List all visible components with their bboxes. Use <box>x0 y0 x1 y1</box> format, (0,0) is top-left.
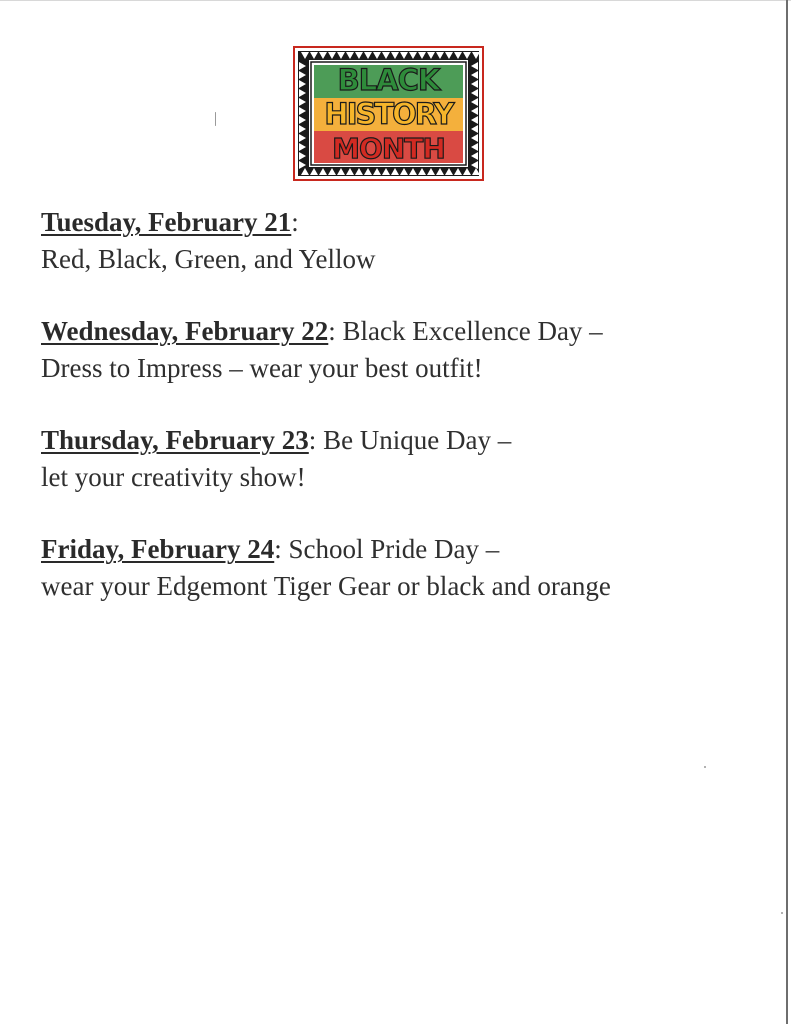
schedule-entry-thursday <box>41 422 761 496</box>
entry-title-line <box>41 313 761 350</box>
page-right-edge <box>786 0 788 1024</box>
entry-description: Dress to Impress – wear your best outfit! <box>41 353 483 383</box>
schedule-entry-friday <box>41 531 761 605</box>
logo-line-black: BLACK <box>337 63 440 97</box>
black-history-month-logo <box>293 46 484 181</box>
entry-separator: : <box>274 534 282 564</box>
logo-line-history: HISTORY <box>324 97 453 131</box>
entry-theme: Black Excellence Day – <box>335 316 603 346</box>
entry-title-line <box>41 531 761 568</box>
page-top-edge <box>0 0 791 1</box>
scan-speck <box>781 912 783 914</box>
schedule-entry-wednesday <box>41 313 761 387</box>
spirit-week-schedule <box>41 204 761 640</box>
entry-theme: School Pride Day – <box>281 534 500 564</box>
entry-description: wear your Edgemont Tiger Gear or black and orange <box>41 571 611 601</box>
schedule-entry-tuesday <box>41 204 761 278</box>
entry-description: let your creativity show! <box>41 462 306 492</box>
entry-separator: : <box>328 316 336 346</box>
logo-line-month: MONTH <box>332 132 445 165</box>
entry-day: Tuesday, February 21 <box>41 207 292 237</box>
entry-title-line <box>41 422 761 459</box>
scan-speck <box>215 112 216 126</box>
entry-day: Friday, February 24 <box>41 534 275 564</box>
entry-day: Wednesday, February 22 <box>41 316 329 346</box>
scan-speck <box>704 766 706 768</box>
entry-separator: : <box>291 207 299 237</box>
entry-description: Red, Black, Green, and Yellow <box>41 244 376 274</box>
entry-separator: : <box>308 425 317 455</box>
entry-theme: Be Unique Day – <box>316 425 512 455</box>
entry-day: Thursday, February 23 <box>41 425 309 455</box>
entry-title-line <box>41 204 761 241</box>
